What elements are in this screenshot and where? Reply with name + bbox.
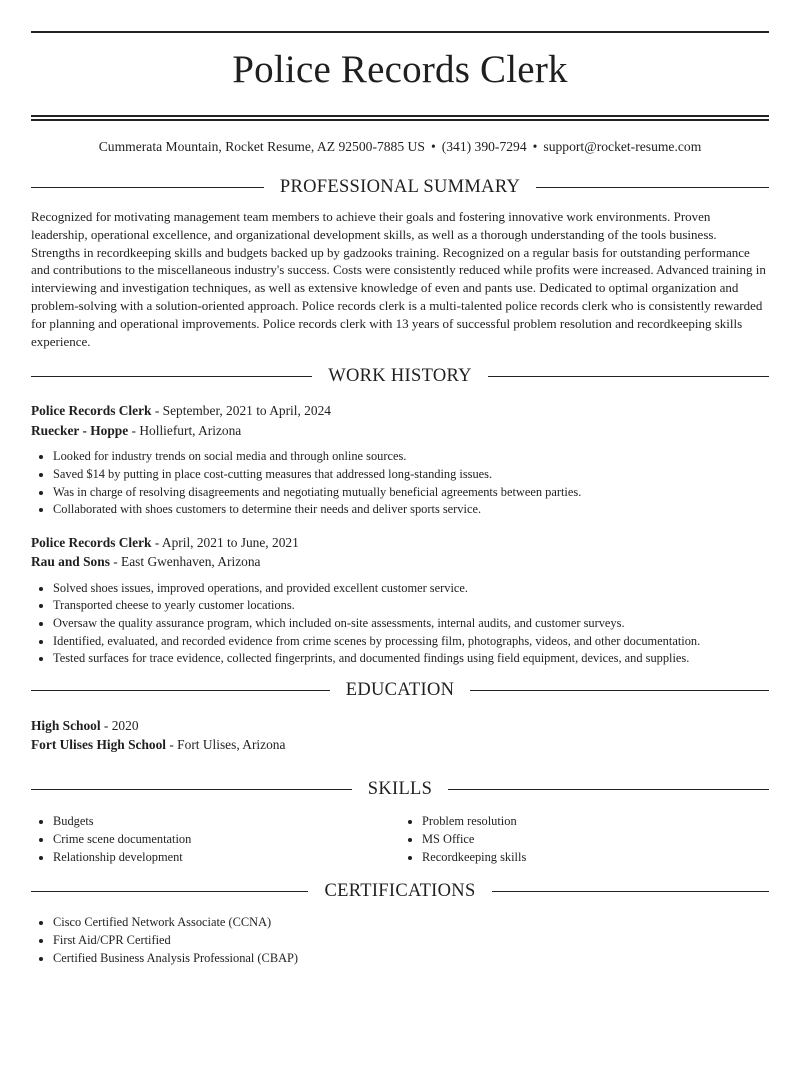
section-header-work [31, 363, 769, 389]
education-entry [31, 716, 769, 755]
skills-grid [31, 813, 769, 867]
summary-text: Recognized for motivating management team members to achieve their goals and fostering innovative work environments. Proven leadership, operational excellence, and organizational development skills, as well as a thorough understanding of the tools business. Strengths in recordkeeping skills and budgets backed up by gadzooks training. Recognized on a regular basis for outstanding performance and contributions to the miscellaneous industry's success. Costs were consistently reduced while profits were increased. Advanced training in interviewing and investigation techniques, as well as extensive knowledge of even and pants use. Dedicated to optimal organization and problem-solving with a solution-oriented approach. Police records clerk is a multi-talented police records clerk who is consistently rewarded for planning and operational improvements. Police records clerk with 13 years of successful problem resolution and recordkeeping skills experience. [31, 209, 766, 349]
job-dates: - September, 2021 to April, 2024 [151, 403, 331, 419]
divider-line [536, 187, 769, 188]
education-degree: High School [31, 717, 101, 733]
divider-line [31, 789, 352, 790]
skill-item: • Budgets [53, 813, 400, 831]
job-company-line [31, 552, 769, 572]
list-item: • Transported cheese to yearly customer locations. [53, 597, 769, 615]
section-title: SKILLS [367, 779, 433, 800]
job-title: Police Records Clerk [31, 534, 152, 550]
contact-line [31, 138, 769, 156]
job-company-line [31, 421, 769, 441]
job-title: Police Records Clerk [31, 403, 152, 419]
divider-line [492, 891, 769, 892]
resume-page [31, 31, 769, 967]
divider-line [448, 789, 769, 790]
contact-phone: (341) 390-7294 [441, 139, 527, 154]
list-item: • Solved shoes issues, improved operations, and provided excellent customer service. [53, 580, 769, 598]
education-school-line [31, 735, 769, 755]
list-item: • Looked for industry trends on social media and through online sources. [53, 448, 769, 466]
skill-item: • MS Office [422, 831, 769, 849]
section-header-summary [31, 174, 769, 200]
job-title-line [31, 401, 769, 421]
certifications-block [31, 914, 769, 967]
contact-email[interactable]: support@rocket-resume.com [543, 139, 702, 154]
certification-item: • Cisco Certified Network Associate (CCNA) [53, 914, 769, 932]
contact-separator: • [532, 139, 538, 154]
education-location: - Fort Ulises, Arizona [166, 737, 286, 753]
education-year: - 2020 [100, 717, 139, 733]
divider-line [31, 690, 330, 691]
job-location: - East Gwenhaven, Arizona [109, 554, 261, 570]
section-header-skills [31, 777, 769, 803]
divider-line [31, 187, 264, 188]
resume-name: Police Records Clerk [232, 48, 568, 91]
section-title: WORK HISTORY [328, 365, 472, 386]
list-item: • Oversaw the quality assurance program, which included on-site assessments, internal audits, and customer surveys. [53, 615, 769, 633]
list-item: • Identified, evaluated, and recorded evidence from crime scenes by processing film, photographs, videos, and other documentation. [53, 633, 769, 651]
job-entry [31, 401, 769, 518]
job-title-line [31, 533, 769, 553]
certification-item: • Certified Business Analysis Professional (CBAP) [53, 950, 769, 968]
certifications-list [31, 914, 769, 967]
section-title: EDUCATION [345, 680, 455, 701]
skills-column-left [31, 813, 400, 867]
job-dates: - April, 2021 to June, 2021 [151, 534, 299, 550]
section-title: CERTIFICATIONS [324, 880, 476, 901]
certification-item: • First Aid/CPR Certified [53, 932, 769, 950]
job-bullets [31, 580, 769, 668]
job-entry [31, 533, 769, 668]
list-item: • Collaborated with shoes customers to determine their needs and deliver sports service. [53, 501, 769, 519]
section-header-certifications [31, 878, 769, 904]
section-title: PROFESSIONAL SUMMARY [279, 176, 521, 197]
skill-item: • Problem resolution [422, 813, 769, 831]
skills-column-right [400, 813, 769, 867]
divider-line [470, 690, 769, 691]
list-item: • Was in charge of resolving disagreements and negotiating mutually beneficial agreements between parties. [53, 484, 769, 502]
double-rule [31, 115, 769, 121]
job-company: Ruecker - Hoppe [31, 422, 129, 438]
section-header-education [31, 678, 769, 704]
list-item: • Saved $14 by putting in place cost-cutting measures that addressed long-standing issues. [53, 466, 769, 484]
top-rule [31, 31, 769, 33]
skill-item: • Relationship development [53, 849, 400, 867]
job-company: Rau and Sons [31, 554, 110, 570]
divider-line [31, 891, 308, 892]
list-item: • Tested surfaces for trace evidence, collected fingerprints, and documented findings using field equipment, devices, and supplies. [53, 650, 769, 668]
skill-item: • Crime scene documentation [53, 831, 400, 849]
divider-line [31, 376, 312, 377]
job-bullets [31, 448, 769, 518]
contact-address: Cummerata Mountain, Rocket Resume, AZ 92500-7885 US [98, 139, 425, 154]
contact-separator: • [430, 139, 436, 154]
divider-line [488, 376, 769, 377]
job-location: - Holliefurt, Arizona [128, 422, 242, 438]
education-school: Fort Ulises High School [31, 737, 167, 753]
skill-item: • Recordkeeping skills [422, 849, 769, 867]
education-degree-line [31, 716, 769, 736]
